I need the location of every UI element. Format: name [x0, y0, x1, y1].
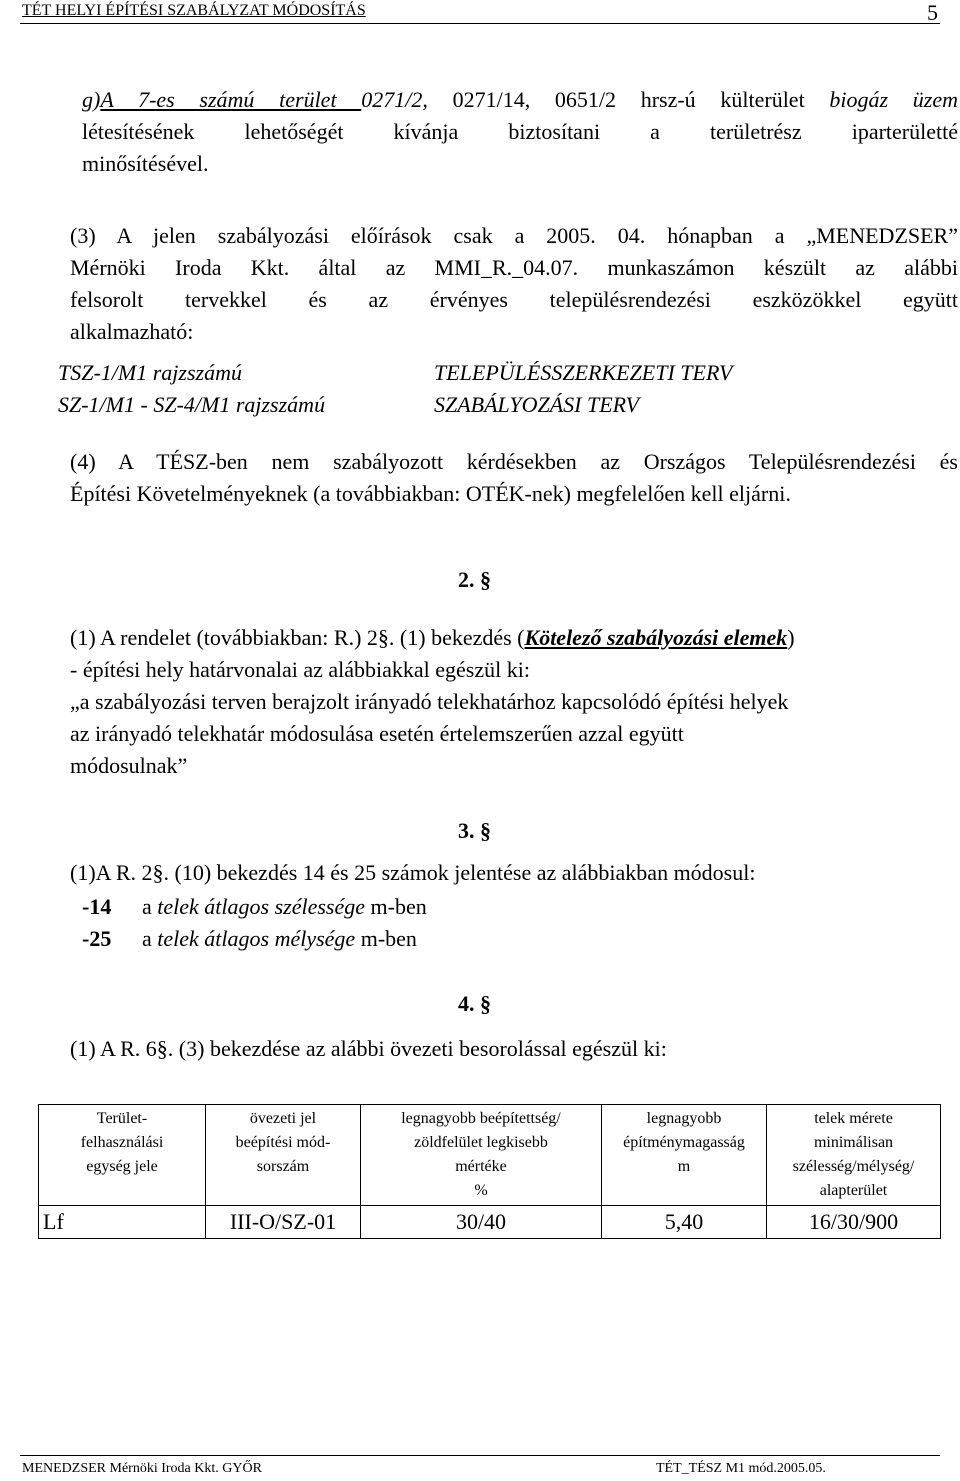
table-cell: III-O/SZ-01 [206, 1206, 361, 1239]
table-cell: 16/30/900 [767, 1206, 941, 1239]
para3-line4: alkalmazható: [70, 319, 194, 344]
plan-2-name: SZABÁLYOZÁSI TERV [434, 392, 640, 417]
plan-1-name: TELEPÜLÉSSZERKEZETI TERV [434, 360, 733, 385]
footer-left: MENEDZSER Mérnöki Iroda Kkt. GYŐR [22, 1461, 262, 1476]
para4-line2: Építési Követelményeknek (a továbbiakban: OTÉK-nek) megfelelően kell eljárni. [70, 481, 791, 506]
paragraph-3 [70, 220, 958, 348]
section-3-item-14: -14 a telek átlagos szélessége m-ben [82, 894, 427, 919]
para4-line1: (4) A TÉSZ-ben nem szabályozott kérdésekben az Országos Településrendezési és [70, 449, 958, 474]
section-3-item-25: -25 a telek átlagos mélysége m-ben [82, 926, 417, 951]
section-2-quote-line3: módosulnak” [70, 753, 188, 778]
para3-line3: felsorolt tervekkel és az érvényes településrendezési eszközökkel együtt [70, 287, 958, 312]
zoning-table [38, 1104, 941, 1239]
table-row [39, 1206, 941, 1239]
section-2-heading: 2. § [458, 567, 491, 592]
para3-line2: Mérnöki Iroda Kkt. által az MMI_R._04.07. munkaszámon készült az alábbi [70, 255, 958, 280]
header-rule [20, 23, 940, 24]
plan-1-code: TSZ-1/M1 rajzszámú [58, 360, 242, 385]
paragraph-4 [70, 446, 958, 510]
item-g-line2: létesítésének lehetőségét kívánja biztosítani a területrész iparterületté [82, 119, 958, 144]
footer-right: TÉT_TÉSZ M1 mód.2005.05. [656, 1461, 826, 1476]
section-3-p1: (1)A R. 2§. (10) bekezdés 14 és 25 számok jelentése az alábbiakban módosul: [70, 860, 756, 885]
table-header-cell: Terület- felhasználási egység jele [39, 1105, 206, 1206]
table-header-cell: övezeti jel beépítési mód- sorszám [206, 1105, 361, 1206]
section-2-p2: - építési hely határvonalai az alábbiakkal egészül ki: [70, 657, 530, 682]
para3-line1: (3) A jelen szabályozási előírások csak a 2005. 04. hónapban a „MENEDZSER” [70, 223, 958, 248]
footer-rule [20, 1455, 940, 1456]
section-2-body [70, 622, 958, 782]
plan-2-code: SZ-1/M1 - SZ-4/M1 rajzszámú [58, 392, 326, 417]
table-header-cell: legnagyobb beépítettség/ zöldfelület legkisebb mértéke % [361, 1105, 602, 1206]
section-4-p1: (1) A R. 6§. (3) bekezdése az alábbi övezeti besorolással egészül ki: [70, 1036, 667, 1061]
item-g-line3: minősítésével. [82, 151, 209, 176]
table-cell: 30/40 [361, 1206, 602, 1239]
table-header-cell: legnagyobb építménymagasság m [602, 1105, 767, 1206]
section-2-quote-line1: „a szabályozási terven berajzolt irányadó telekhatárhoz kapcsolódó építési helyek [70, 689, 789, 714]
table-cell: Lf [39, 1206, 206, 1239]
item-g-line1: g)A 7-es számú terület 0271/2, 0271/14, 0651/2 hrsz-ú külterület biogáz üzem [82, 87, 958, 112]
table-header-cell: telek mérete minimálisan szélesség/mélység/ alapterület [767, 1105, 941, 1206]
item-g [82, 84, 958, 180]
section-2-p1: (1) A rendelet (továbbiakban: R.) 2§. (1) bekezdés (Kötelező szabályozási elemek) [70, 625, 795, 650]
section-3-heading: 3. § [458, 818, 491, 843]
section-2-quote-line2: az irányadó telekhatár módosulása esetén értelemszerűen azzal együtt [70, 721, 684, 746]
page-number: 5 [927, 0, 938, 25]
table-cell: 5,40 [602, 1206, 767, 1239]
running-header-title: TÉT HELYI ÉPÍTÉSI SZABÁLYZAT MÓDOSÍTÁS [22, 2, 366, 19]
table-header-row [39, 1105, 941, 1206]
section-4-heading: 4. § [458, 991, 491, 1016]
